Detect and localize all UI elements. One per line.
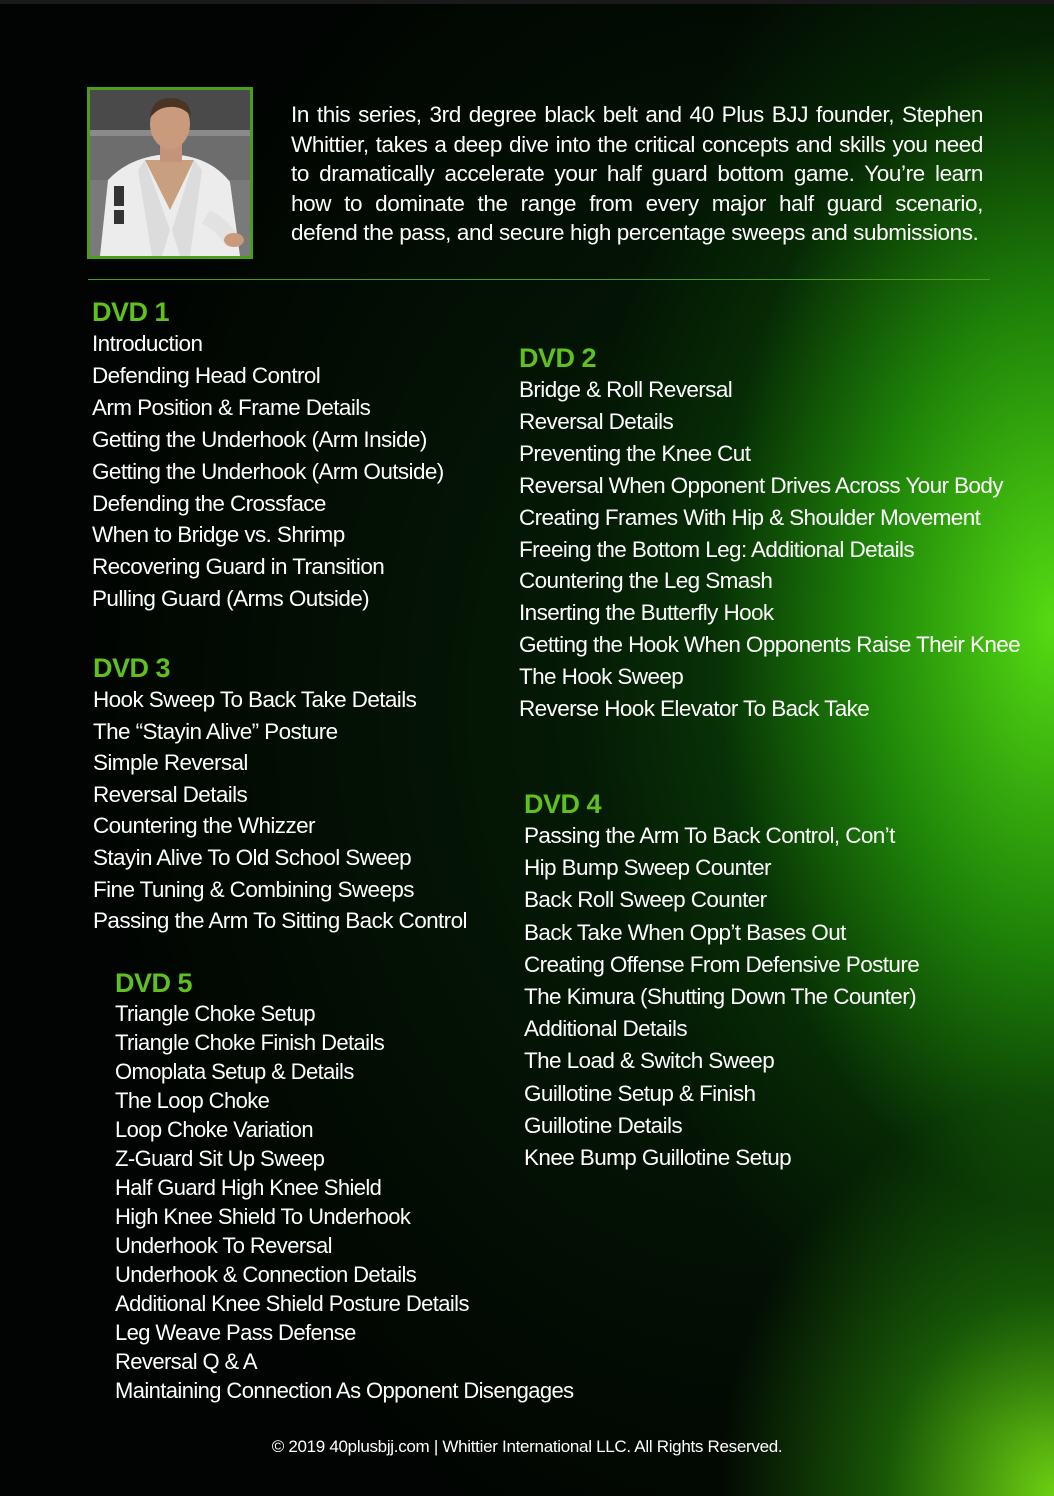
chapter-item: Countering the Leg Smash	[519, 568, 773, 594]
chapter-item: Reversal Details	[519, 408, 674, 434]
chapter-item: Hip Bump Sweep Counter	[524, 855, 771, 881]
chapter-item: The Kimura (Shutting Down The Counter)	[524, 984, 916, 1010]
series-description: In this series, 3rd degree black belt and 40 Plus BJJ founder, Stephen Whittier, takes a deep dive into the critical concepts and skills you need to dramatically accelerate your half guard bottom game. You’re learn how to dominate the range from every major half guard scenario, defend the pass, and secure high percentage sweeps and submissions.	[291, 102, 983, 245]
chapter-item: Hook Sweep To Back Take Details	[93, 687, 417, 712]
chapter-item: The Hook Sweep	[519, 664, 684, 690]
chapter-item: High Knee Shield To Underhook	[115, 1204, 411, 1229]
chapter-item: Guillotine Details	[524, 1112, 683, 1138]
chapter-item: Inserting the Butterfly Hook	[519, 600, 774, 626]
dvd-3-chapter-list	[93, 684, 467, 937]
chapter-item: Stayin Alive To Old School Sweep	[93, 844, 412, 870]
dvd-5-chapter-list	[115, 999, 574, 1405]
chapter-item: Reversal Details	[93, 781, 248, 807]
chapter-item: Getting the Underhook (Arm Inside)	[92, 426, 427, 452]
chapter-item: Guillotine Setup & Finish	[524, 1080, 756, 1106]
chapter-item: Simple Reversal	[93, 750, 248, 776]
chapter-item: Countering the Whizzer	[93, 813, 315, 839]
chapter-item: When to Bridge vs. Shrimp	[92, 522, 345, 548]
chapter-item: Freeing the Bottom Leg: Additional Details	[519, 536, 915, 562]
chapter-item: Additional Details	[524, 1016, 688, 1042]
chapter-item: Back Take When Opp’t Bases Out	[524, 919, 846, 945]
dvd-5-title: DVD 5	[115, 968, 193, 998]
chapter-item: Preventing the Knee Cut	[519, 440, 751, 466]
chapter-item: Leg Weave Pass Defense	[115, 1320, 356, 1345]
chapter-item: Pulling Guard (Arms Outside)	[92, 586, 370, 612]
instructor-photo	[87, 87, 253, 259]
dvd-3-section	[93, 652, 467, 937]
chapter-item: Back Roll Sweep Counter	[524, 887, 767, 913]
chapter-item: Fine Tuning & Combining Sweeps	[93, 876, 414, 902]
chapter-item: Defending the Crossface	[92, 490, 326, 516]
chapter-item: Passing the Arm To Sitting Back Control	[93, 908, 467, 934]
chapter-item: Half Guard High Knee Shield	[115, 1175, 382, 1200]
chapter-item: Creating Frames With Hip & Shoulder Movement	[519, 504, 981, 530]
chapter-item: Underhook & Connection Details	[115, 1262, 417, 1287]
chapter-item: Recovering Guard in Transition	[92, 554, 385, 580]
dvd-1-title: DVD 1	[92, 297, 170, 327]
chapter-item: Creating Offense From Defensive Posture	[524, 951, 920, 977]
chapter-item: Reversal Q & A	[115, 1349, 257, 1374]
dvd-1-chapter-list	[92, 328, 444, 615]
dvd-4-chapter-list	[524, 820, 919, 1174]
chapter-item: Additional Knee Shield Posture Details	[115, 1291, 469, 1316]
dvd-3-title: DVD 3	[93, 653, 171, 683]
dvd-5-section	[115, 967, 574, 1405]
chapter-item: Bridge & Roll Reversal	[519, 377, 733, 402]
chapter-item: Knee Bump Guillotine Setup	[524, 1145, 792, 1171]
chapter-item: Triangle Choke Finish Details	[115, 1030, 385, 1055]
dvd-4-title: DVD 4	[524, 789, 602, 819]
copyright-notice: © 2019 40plusbjj.com | Whittier International LLC. All Rights Reserved.	[271, 1437, 783, 1456]
chapter-item: Introduction	[92, 331, 203, 356]
chapter-item: Arm Position & Frame Details	[92, 394, 371, 420]
chapter-item: Omoplata Setup & Details	[115, 1059, 354, 1084]
chapter-item: Triangle Choke Setup	[115, 1001, 315, 1026]
chapter-item: Defending Head Control	[92, 362, 321, 388]
section-divider	[88, 279, 990, 280]
chapter-item: Passing the Arm To Back Control, Con’t	[524, 823, 895, 848]
dvd-2-section	[519, 342, 1020, 725]
chapter-item: Getting the Underhook (Arm Outside)	[92, 458, 444, 484]
chapter-item: Underhook To Reversal	[115, 1233, 332, 1258]
chapter-item: Loop Choke Variation	[115, 1117, 313, 1142]
chapter-item: Reversal When Opponent Drives Across Your Body	[519, 472, 1003, 498]
dvd-4-section	[524, 788, 919, 1174]
chapter-item: Z-Guard Sit Up Sweep	[115, 1146, 325, 1171]
chapter-item: Getting the Hook When Opponents Raise Their Knee	[519, 632, 1021, 658]
dvd-2-title: DVD 2	[519, 343, 597, 373]
dvd-2-chapter-list	[519, 374, 1020, 725]
chapter-item: The Load & Switch Sweep	[524, 1048, 775, 1074]
dvd-1-section	[92, 296, 444, 615]
chapter-item: The Loop Choke	[115, 1088, 270, 1113]
chapter-item: Reverse Hook Elevator To Back Take	[519, 696, 870, 722]
chapter-item: Maintaining Connection As Opponent Disengages	[115, 1378, 574, 1403]
chapter-item: The “Stayin Alive” Posture	[93, 718, 338, 744]
